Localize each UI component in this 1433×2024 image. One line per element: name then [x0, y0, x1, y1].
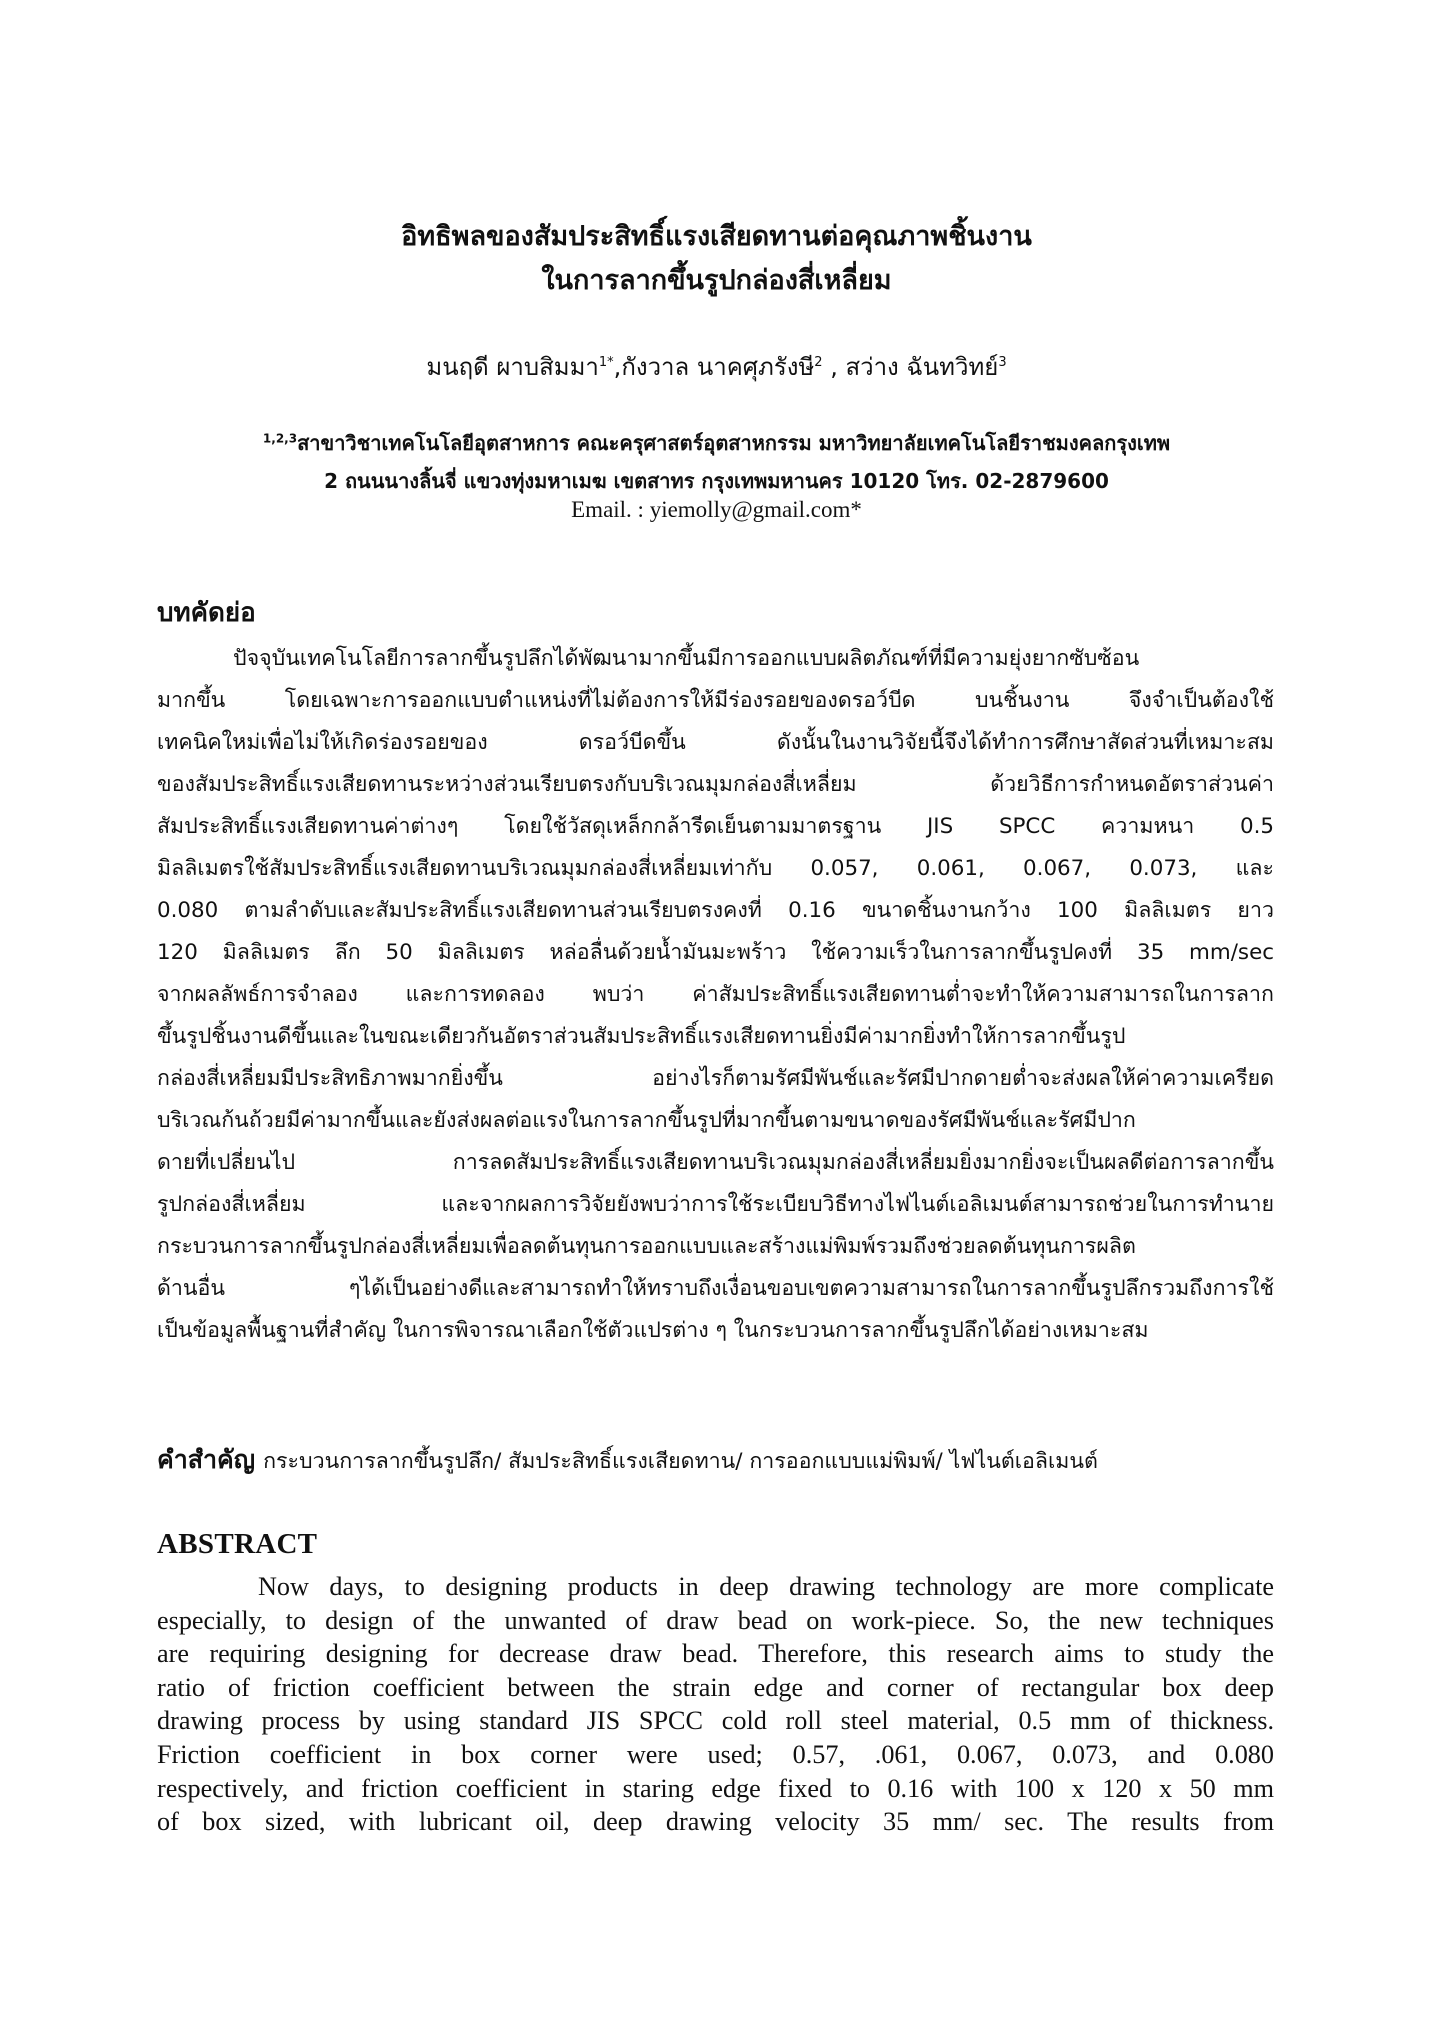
author-list: มนฤดี ผาบสิมมา$^{1*}$,กังวาล นาคศุภรังษี$^2$ , สว่าง ฉันทวิทย์$^3$ [426, 353, 1007, 381]
abstract-english-body [157, 1570, 1274, 1839]
paragraph-line: มิลลิเมตรใช้สัมประสิทธิ์แรงเสียดทานบริเวณมุมกล่องสี่เหลี่ยมเท่ากับ 0.057, 0.061, 0.067, 0.073, และ [157, 856, 1274, 881]
author-name: สว่าง ฉันทวิทย์ [845, 353, 999, 381]
paragraph-line: กระบวนการลากขึ้นรูปกล่องสี่เหลี่ยมเพื่อลดต้นทุนการออกแบบและสร้างแม่พิมพ์รวมถึงช่วยลดต้นทุนการผลิต [157, 1234, 1136, 1259]
paragraph-line: ปัจจุบันเทคโนโลยีการลากขึ้นรูปลึกได้พัฒนามากขึ้นมีการออกแบบผลิตภัณฑ์ที่มีความยุ่งยากซับซ้อน [233, 646, 1140, 671]
paragraph-line: กล่องสี่เหลี่ยมมีประสิทธิภาพมากยิ่งขึ้น อย่างไรก็ตามรัศมีพันช์และรัศมีปากดายต่ำจะส่งผลให้ค่าความเครียด [157, 1066, 1274, 1091]
paragraph-line: บริเวณก้นถ้วยมีค่ามากขึ้นและยังส่งผลต่อแรงในการลากขึ้นรูปที่มากขึ้นตามขนาดของรัศมีพันช์และรัศมีปาก [157, 1108, 1136, 1133]
paragraph-line: ratio of friction coefficient between the strain edge and corner of rectangular box deep [157, 1672, 1274, 1702]
email-address: Email. : yiemolly@gmail.com* [571, 497, 862, 522]
paragraph-line: Friction coefficient in box corner were used; 0.57, .061, 0.067, 0.073, and 0.080 [157, 1739, 1274, 1769]
paragraph-line: ดายที่เปลี่ยนไป การลดสัมประสิทธิ์แรงเสียดทานบริเวณมุมกล่องสี่เหลี่ยมยิ่งมากยิ่งจะเป็นผลดีต่อการลากขึ้น [157, 1150, 1274, 1175]
keywords-label: คำสำคัญ [157, 1445, 256, 1474]
keywords [157, 1440, 1274, 1480]
keywords-text: กระบวนการลากขึ้นรูปลึก/ สัมประสิทธิ์แรงเสียดทาน/ การออกแบบแม่พิมพ์/ ไฟไนต์เอลิเมนต์ [263, 1449, 1098, 1474]
paragraph-line: ของสัมประสิทธิ์แรงเสียดทานระหว่างส่วนเรียบตรงกับบริเวณมุมกล่องสี่เหลี่ยม ด้วยวิธีการกำหนดอัตราส่วนค่า [157, 772, 1274, 797]
paragraph-line: of box sized, with lubricant oil, deep drawing velocity 35 mm/ sec. The results from [157, 1807, 1274, 1837]
affiliation-line-2: 2 ถนนนางลิ้นจี่ แขวงทุ่งมหาเมฆ เขตสาทร กรุงเทพมหานคร 10120 โทร. 02-2879600 [324, 469, 1109, 493]
abstract-thai-heading: บทคัดย่อ [157, 598, 256, 628]
paragraph-line: drawing process by using standard JIS SPCC cold roll steel material, 0.5 mm of thickness. [157, 1706, 1274, 1736]
author-name: กังวาล นาคศุภรังษี [621, 353, 815, 381]
paragraph-line: รูปกล่องสี่เหลี่ยม และจากผลการวิจัยยังพบว่าการใช้ระเบียบวิธีทางไฟไนต์เอลิเมนต์สามารถช่วยในการทำนาย [157, 1192, 1274, 1217]
paragraph-line: respectively, and friction coefficient in staring edge fixed to 0.16 with 100 x 120 x 50 mm [157, 1773, 1274, 1803]
paragraph-line: มากขึ้น โดยเฉพาะการออกแบบตำแหน่งที่ไม่ต้องการให้มีร่องรอยของดรอว์บีด บนชิ้นงาน จึงจำเป็นต้องใช้ [157, 688, 1274, 713]
paragraph-line: เป็นข้อมูลพื้นฐานที่สำคัญ ในการพิจารณาเลือกใช้ตัวแปรต่าง ๆ ในกระบวนการลากขึ้นรูปลึกได้อย่างเหมาะสม [157, 1318, 1149, 1343]
paragraph-line: are requiring designing for decrease draw bead. Therefore, this research aims to study the [157, 1639, 1274, 1669]
affiliation-text: สาขาวิชาเทคโนโลยีอุตสาหการ คณะครุศาสตร์อุตสาหกรรม มหาวิทยาลัยเทคโนโลยีราชมงคลกรุงเทพ [297, 431, 1171, 455]
author-affiliation-mark: 3 [998, 355, 1007, 370]
affiliation-mark: 1,2,3 [262, 431, 298, 446]
abstract-english-heading: ABSTRACT [157, 1528, 318, 1560]
paragraph-line: ขึ้นรูปชิ้นงานดีขึ้นและในขณะเดียวกันอัตราส่วนสัมประสิทธิ์แรงเสียดทานยิ่งมีค่ามากยิ่งทำให้การลากขึ้นรูป [157, 1024, 1126, 1049]
author-affiliation-mark: 1* [598, 355, 614, 370]
author-name: มนฤดี ผาบสิมมา [426, 353, 599, 381]
author-affiliation-mark: 2 [814, 355, 823, 370]
affiliation-line-1 [0, 427, 1433, 459]
paper-title-line-1: อิทธิพลของสัมประสิทธิ์แรงเสียดทานต่อคุณภาพชิ้นงาน [401, 221, 1032, 252]
paragraph-line: ด้านอื่น ๆได้เป็นอย่างดีและสามารถทำให้ทราบถึงเงื่อนขอบเขตความสามารถในการลากขึ้นรูปลึกรวมถึงการใช้ [157, 1276, 1274, 1301]
paper-title-line-2: ในการลากขึ้นรูปกล่องสี่เหลี่ยม [541, 265, 892, 296]
paragraph-line: 0.080 ตามลำดับและสัมประสิทธิ์แรงเสียดทานส่วนเรียบตรงคงที่ 0.16 ขนาดชิ้นงานกว้าง 100 มิลลิเมตร ยาว [157, 898, 1274, 923]
paragraph-line: especially, to design of the unwanted of draw bead on work-piece. So, the new techniques [157, 1605, 1274, 1635]
paragraph-line: 120 มิลลิเมตร ลึก 50 มิลลิเมตร หล่อลื่นด้วยน้ำมันมะพร้าว ใช้ความเร็วในการลากขึ้นรูปคงที่ 35 mm/sec [157, 940, 1274, 965]
paragraph-line: สัมประสิทธิ์แรงเสียดทานค่าต่างๆ โดยใช้วัสดุเหล็กกล้ารีดเย็นตามมาตรฐาน JIS SPCC ความหนา 0.5 [157, 814, 1274, 839]
paragraph-line: Now days, to designing products in deep drawing technology are more complicate [258, 1572, 1274, 1601]
paragraph-line: จากผลลัพธ์การจำลอง และการทดลอง พบว่า ค่าสัมประสิทธิ์แรงเสียดทานต่ำจะทำให้ความสามารถในการลาก [157, 982, 1274, 1007]
abstract-thai-body [157, 638, 1274, 1352]
paragraph-line: เทคนิคใหม่เพื่อไม่ให้เกิดร่องรอยของ ดรอว์บีดขึ้น ดังนั้นในงานวิจัยนี้จึงได้ทำการศึกษาสัดส่วนที่เหมาะสม [157, 730, 1274, 755]
